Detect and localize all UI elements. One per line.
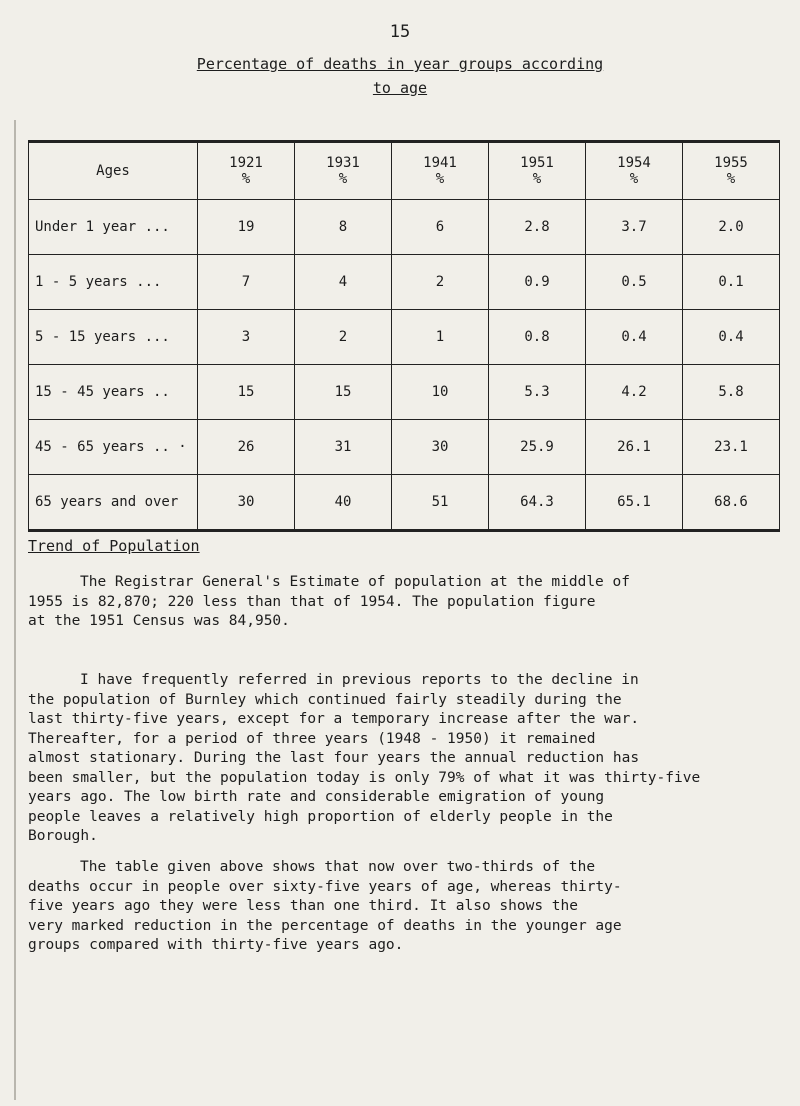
table-cell: 5.8 xyxy=(683,365,780,420)
paragraph-line: last thirty-five years, except for a temporary increase after the war. xyxy=(28,711,640,727)
page-number: 15 xyxy=(389,22,411,42)
paragraph-line: people leaves a relatively high proportion of elderly people in the xyxy=(28,808,613,825)
table-cell: 2 xyxy=(392,255,489,310)
table-cell: 15 xyxy=(198,365,295,420)
age-group-cell: 45 - 65 years .. · xyxy=(29,420,198,475)
table-cell: 15 xyxy=(295,365,392,420)
table-cell: 2 xyxy=(295,310,392,365)
table-cell: 65.1 xyxy=(586,475,683,531)
table-cell: 2.8 xyxy=(489,200,586,255)
table-row xyxy=(29,200,780,255)
paragraph-line: at the 1951 Census was 84,950. xyxy=(28,613,290,629)
paragraph-line: groups compared with thirty-five years ago. xyxy=(28,937,404,953)
document-title xyxy=(0,52,800,100)
paragraph-table-summary xyxy=(28,858,788,956)
page-edge-line xyxy=(14,120,16,1100)
table-cell: 68.6 xyxy=(683,475,780,531)
table-cell: 2.0 xyxy=(683,200,780,255)
paragraph-line: Thereafter, for a period of three years (1948 - 1950) it remained xyxy=(28,730,596,747)
year-header: 1921 % xyxy=(198,142,295,200)
table-cell: 3 xyxy=(198,310,295,365)
table-cell: 40 xyxy=(295,475,392,531)
year-header: 1954 % xyxy=(586,142,683,200)
paragraph-line: years ago. The low birth rate and considerable emigration of young xyxy=(28,789,605,805)
table-cell: 1 xyxy=(392,310,489,365)
table-cell: 4 xyxy=(295,255,392,310)
table-cell: 25.9 xyxy=(489,420,586,475)
table-cell: 0.9 xyxy=(489,255,586,310)
table-cell: 26 xyxy=(198,420,295,475)
paragraph-population-estimate xyxy=(28,573,788,632)
table-cell: 26.1 xyxy=(586,420,683,475)
table-cell: 64.3 xyxy=(489,475,586,531)
ages-header: Ages xyxy=(29,142,198,200)
age-group-cell: 1 - 5 years ... xyxy=(29,255,198,310)
deaths-by-age-table xyxy=(28,140,780,532)
paragraph-line: The Registrar General's Estimate of population at the middle of xyxy=(80,574,630,590)
table-cell: 6 xyxy=(392,200,489,255)
table-row xyxy=(29,475,780,531)
paragraph-line: I have frequently referred in previous reports to the decline in xyxy=(80,672,639,688)
table-row xyxy=(29,420,780,475)
table-cell: 0.1 xyxy=(683,255,780,310)
paragraph-line: Borough. xyxy=(28,828,98,844)
paragraph-line: five years ago they were less than one third. It also shows the xyxy=(28,898,578,914)
table-cell: 4.2 xyxy=(586,365,683,420)
age-group-cell: 5 - 15 years ... xyxy=(29,310,198,365)
paragraph-line: The table given above shows that now over two-thirds of the xyxy=(80,859,596,875)
paragraph-line: very marked reduction in the percentage of deaths in the younger age xyxy=(28,917,622,934)
paragraph-line: 1955 is 82,870; 220 less than that of 1954. The population figure xyxy=(28,593,596,610)
table-cell: 31 xyxy=(295,420,392,475)
year-header: 1951 % xyxy=(489,142,586,200)
table-cell: 51 xyxy=(392,475,489,531)
title-line-2: to age xyxy=(372,79,428,97)
table-cell: 23.1 xyxy=(683,420,780,475)
age-group-cell: 65 years and over xyxy=(29,475,198,531)
table-cell: 10 xyxy=(392,365,489,420)
table-row xyxy=(29,310,780,365)
table-cell: 5.3 xyxy=(489,365,586,420)
year-header: 1941 % xyxy=(392,142,489,200)
age-group-cell: 15 - 45 years .. xyxy=(29,365,198,420)
year-header: 1955 % xyxy=(683,142,780,200)
paragraph-population-decline xyxy=(28,671,788,847)
paragraph-line: the population of Burnley which continued fairly steadily during the xyxy=(28,691,622,708)
table-cell: 0.8 xyxy=(489,310,586,365)
table-cell: 0.4 xyxy=(586,310,683,365)
age-group-cell: Under 1 year ... xyxy=(29,200,198,255)
table-cell: 0.4 xyxy=(683,310,780,365)
title-line-1: Percentage of deaths in year groups according xyxy=(196,55,604,73)
table-cell: 8 xyxy=(295,200,392,255)
table-header-row xyxy=(29,142,780,200)
table-cell: 19 xyxy=(198,200,295,255)
section-heading: Trend of Population xyxy=(28,537,200,555)
table-cell: 3.7 xyxy=(586,200,683,255)
year-header: 1931 % xyxy=(295,142,392,200)
table-cell: 30 xyxy=(392,420,489,475)
table-row xyxy=(29,365,780,420)
table-cell: 7 xyxy=(198,255,295,310)
paragraph-line: almost stationary. During the last four years the annual reduction has xyxy=(28,750,640,766)
table-row xyxy=(29,255,780,310)
table-cell: 0.5 xyxy=(586,255,683,310)
paragraph-line: deaths occur in people over sixty-five years of age, whereas thirty- xyxy=(28,878,622,895)
table-cell: 30 xyxy=(198,475,295,531)
paragraph-line: been smaller, but the population today is only 79% of what it was thirty-five xyxy=(28,769,701,786)
